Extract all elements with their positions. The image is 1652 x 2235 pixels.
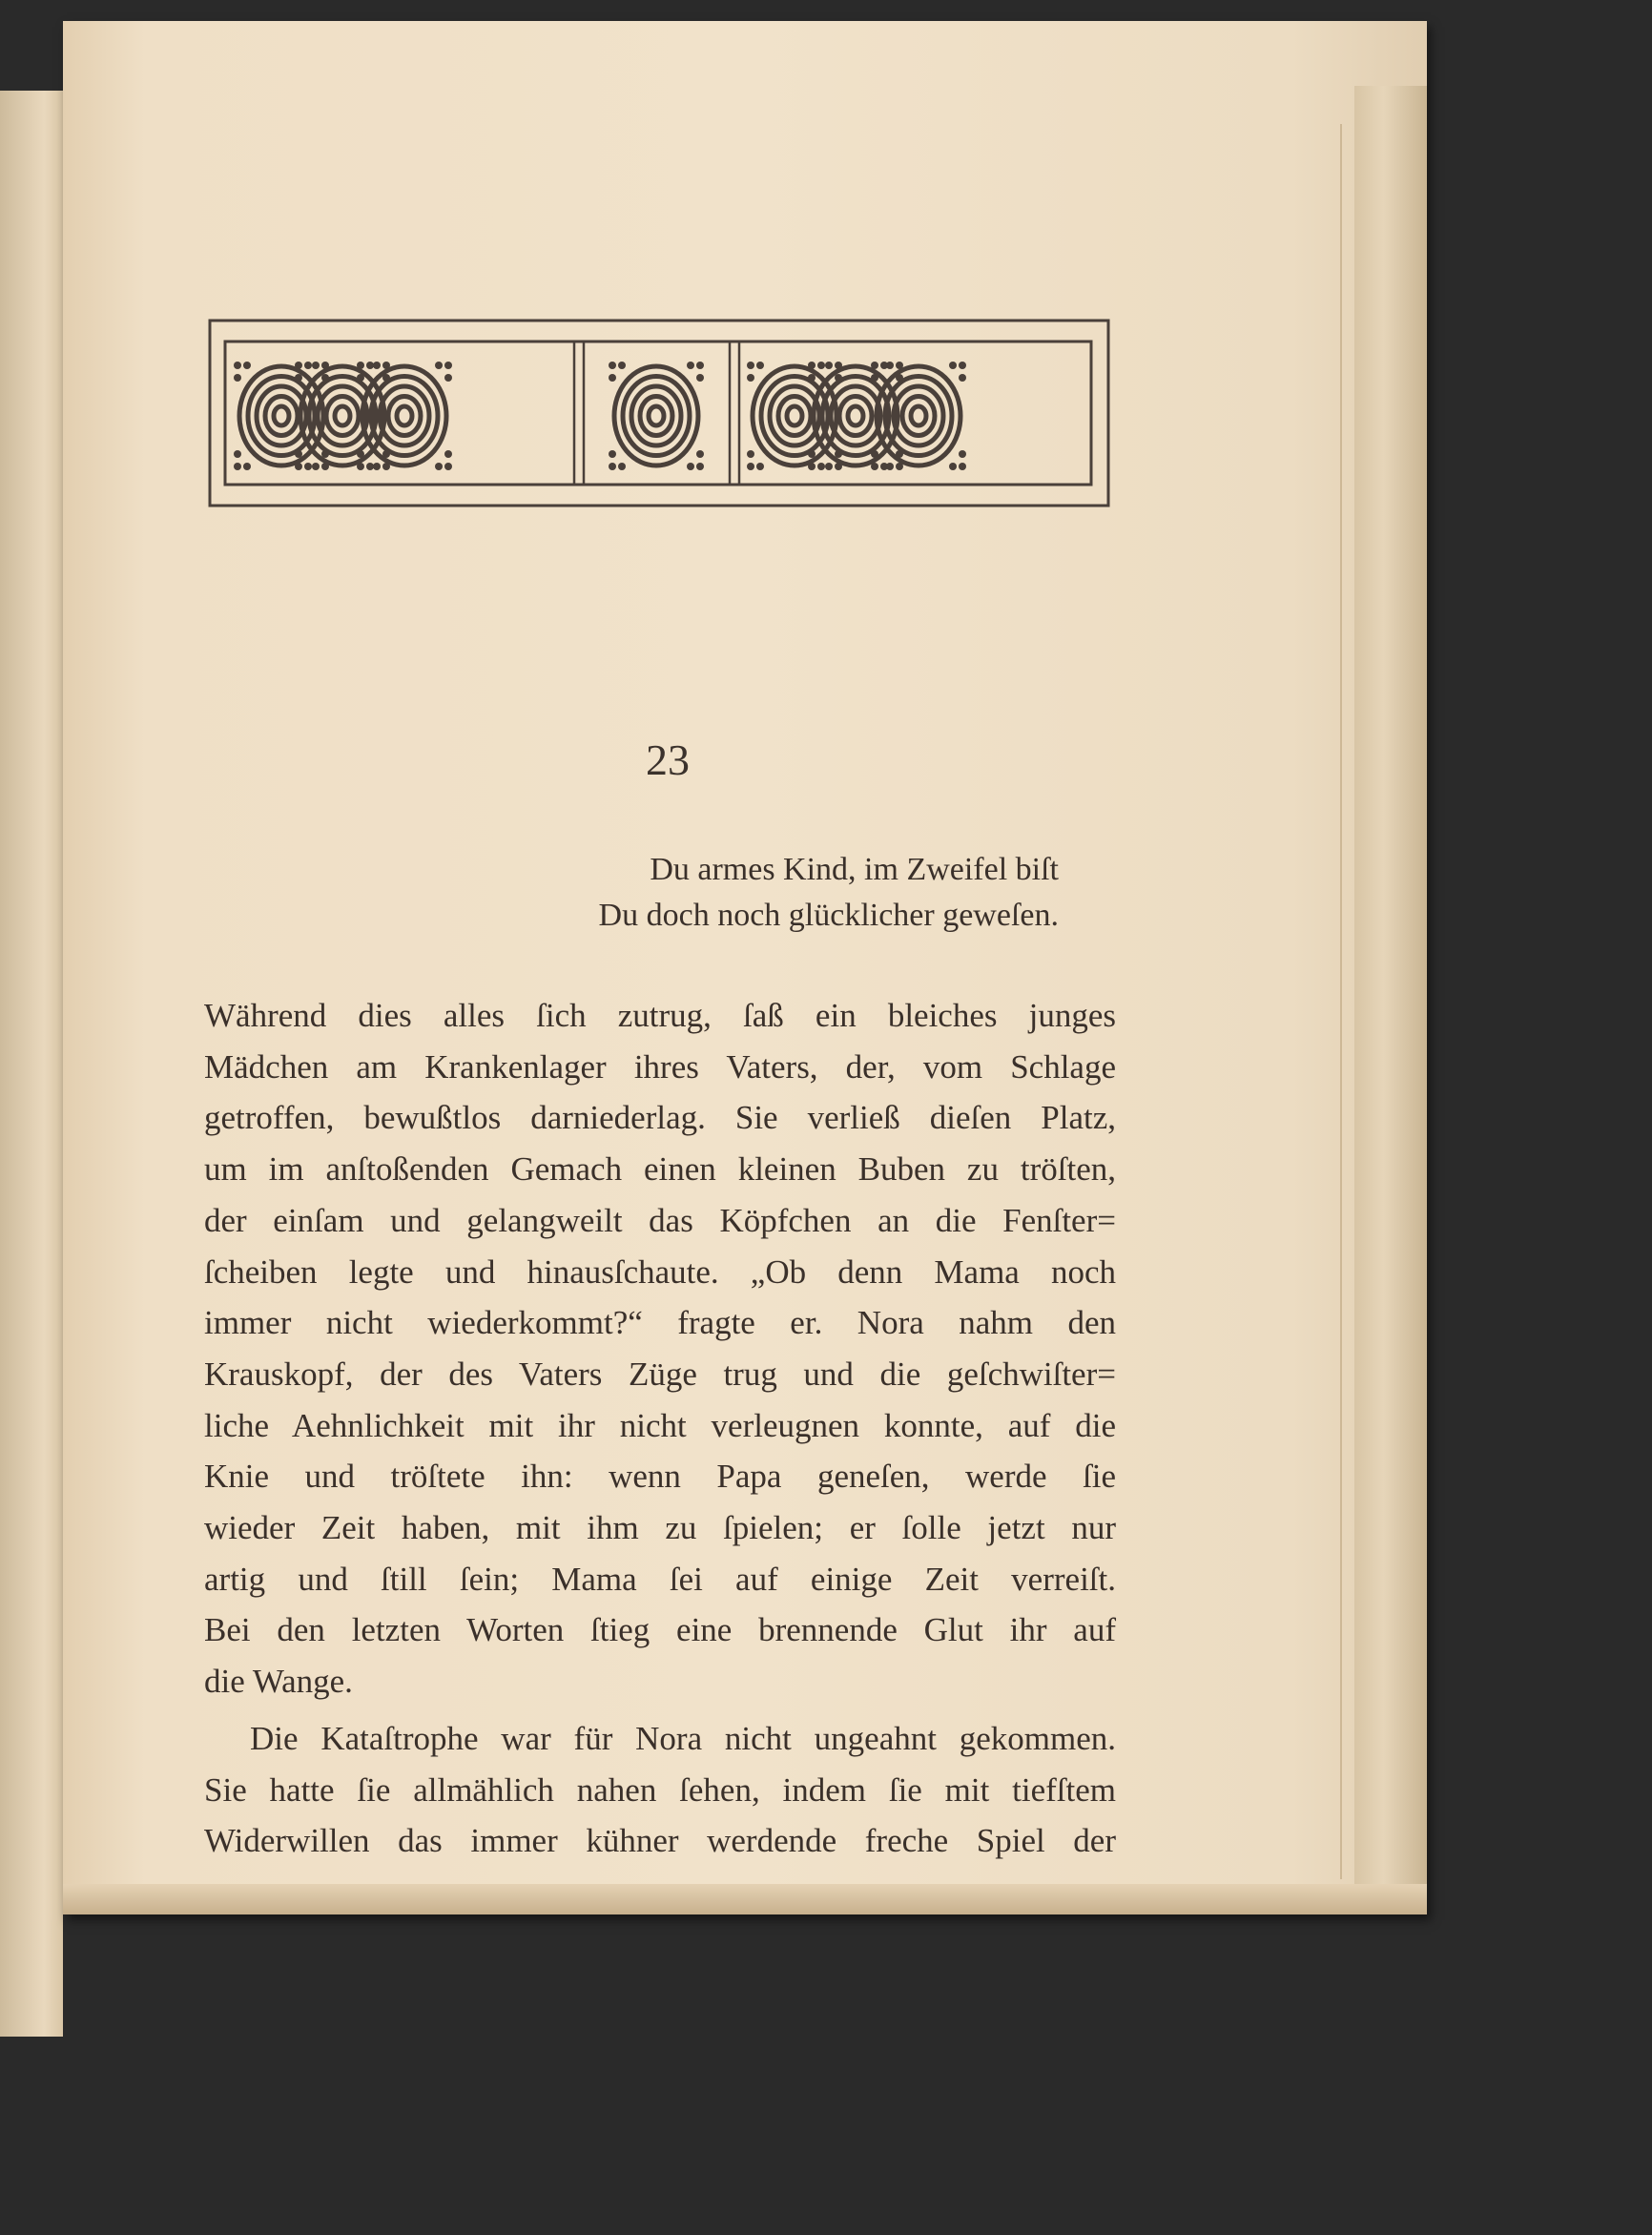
text-line: ſcheiben legte und hinausſchaute. „Ob denn Mama noch (204, 1252, 1116, 1291)
concentric-circle (326, 397, 359, 436)
concentric-circle (848, 406, 863, 425)
concentric-circle (778, 397, 811, 436)
text-line: um im anſtoßenden Gemach einen kleinen Buben zu tröſten, (204, 1150, 1116, 1189)
text-line: Während dies alles ſich zutrug, ſaß ein bleiches junges (204, 997, 1116, 1034)
ornament-dot (366, 463, 374, 470)
ornament-dot (747, 374, 754, 382)
ornament-dot (871, 450, 878, 458)
ornament-dot (295, 463, 302, 470)
ornament-dot (234, 374, 241, 382)
ornament-dot (825, 463, 833, 470)
text-line: wieder Zeit haben, mit ihm zu ſpielen; er ſolle jetzt nur (204, 1509, 1116, 1547)
epigraph-line: Du armes Kind, im Zweifel biſt (650, 852, 1059, 887)
ornament-dot (357, 362, 364, 369)
ornament-dot (880, 362, 888, 369)
text-line: Widerwillen das immer kühner werdende freche Spiel der (204, 1822, 1116, 1860)
decorative-header-ornament (205, 315, 1116, 515)
ornament-dot (949, 463, 957, 470)
ornament-dot (366, 362, 374, 369)
ornament-outer-frame (210, 321, 1108, 506)
ornament-dot (871, 362, 878, 369)
ornament-dot (747, 463, 754, 470)
text-line: Knie und tröſtete ihn: wenn Papa geneſen, werde ſie (204, 1458, 1116, 1496)
ornament-dot (808, 450, 816, 458)
ornament-dot (959, 362, 966, 369)
ornament-dot (234, 463, 241, 470)
ornament-dot (357, 374, 364, 382)
chapter-number: 23 (646, 735, 690, 784)
ornament-dot (687, 362, 694, 369)
ornament-dot (295, 450, 302, 458)
ornament-dot (609, 362, 616, 369)
ornament-dot (295, 362, 302, 369)
ornament-dot (243, 463, 251, 470)
concentric-circle (839, 397, 872, 436)
ornament-dot (444, 362, 452, 369)
ornament-dot (959, 374, 966, 382)
text-line: getroffen, bewußtlos darniederlag. Sie verließ dieſen Platz, (204, 1099, 1116, 1137)
text-line: Mädchen am Krankenlager ihres Vaters, der, vom Schlage (204, 1047, 1116, 1086)
ornament-dot (808, 374, 816, 382)
page-fold-line (1340, 124, 1342, 1879)
page-stack-edge (1354, 86, 1427, 1898)
page-bottom-edge (63, 1884, 1427, 1914)
epigraph (591, 847, 1059, 939)
ornament-dot (618, 463, 626, 470)
ornament-dot (696, 450, 704, 458)
ornament-dot (609, 463, 616, 470)
ornament-dot (880, 463, 888, 470)
ornament-dot (747, 362, 754, 369)
text-line: immer nicht wiederkommt?“ fragte er. Nora nahm den (204, 1304, 1116, 1342)
concentric-circle (902, 397, 935, 436)
ornament-dot (435, 362, 443, 369)
text-line: Sie hatte ſie allmählich nahen ſehen, indem ſie mit tiefſtem (204, 1770, 1116, 1809)
ornament-dot (825, 362, 833, 369)
concentric-circle (640, 397, 672, 436)
ornament-dot (609, 450, 616, 458)
ornament-dot (817, 362, 825, 369)
text-line: liche Aehnlichkeit mit ihr nicht verleugnen konnte, auf die (204, 1406, 1116, 1444)
ornament-dot (959, 450, 966, 458)
text-line: Bei den letzten Worten ſtieg eine brennende Glut ihr auf (204, 1611, 1116, 1649)
ornament-dot (243, 362, 251, 369)
epigraph-line: Du doch noch glücklicher geweſen. (598, 898, 1059, 933)
body-paragraph (204, 1713, 1116, 1867)
text-line: Die Kataſtrophe war für Nora nicht ungeahnt gekommen. (250, 1720, 1116, 1757)
ornament-dot (234, 362, 241, 369)
ornament-dot (747, 450, 754, 458)
concentric-circle (649, 406, 664, 425)
ornament-dot (696, 463, 704, 470)
text-line: artig und ſtill ſein; Mama ſei auf einige Zeit verreiſt. (204, 1560, 1116, 1598)
concentric-circle (397, 406, 412, 425)
ornament-dot (687, 463, 694, 470)
concentric-circle (265, 397, 298, 436)
ornament-dot (435, 463, 443, 470)
ornament-dot (295, 374, 302, 382)
ornament-dot (871, 463, 878, 470)
concentric-circle (388, 397, 421, 436)
ornament-dot (312, 362, 320, 369)
ornament-dot (444, 450, 452, 458)
ornament-dot (756, 463, 764, 470)
text-line: die Wange. (204, 1663, 353, 1701)
text-line: Krauskopf, der des Vaters Züge trug und die geſchwiſter= (204, 1355, 1116, 1393)
body-paragraph (204, 990, 1116, 1707)
ornament-dot (304, 463, 312, 470)
concentric-circle (614, 366, 698, 466)
ornament-dot (304, 362, 312, 369)
ornament-dot (357, 463, 364, 470)
ornament-dot (949, 362, 957, 369)
text-line: der einſam und gelangweilt das Köpfchen an die Fenſter= (204, 1201, 1116, 1239)
ornament-dot (756, 362, 764, 369)
ornament-dot (696, 362, 704, 369)
ornament-dot (959, 463, 966, 470)
ornament-dot (444, 374, 452, 382)
ornament-dot (808, 463, 816, 470)
concentric-circle (335, 406, 350, 425)
ornament-dot (373, 463, 381, 470)
ornament-dot (817, 463, 825, 470)
ornament-dot (696, 374, 704, 382)
concentric-circle (787, 406, 802, 425)
concentric-circle (911, 406, 926, 425)
ornament-dot (609, 374, 616, 382)
ornament-dot (357, 450, 364, 458)
ornament-dot (373, 362, 381, 369)
ornament-dot (444, 463, 452, 470)
ornament-dot (312, 463, 320, 470)
ornament-dot (808, 362, 816, 369)
ornament-dot (618, 362, 626, 369)
concentric-circle (274, 406, 289, 425)
ornament-dot (234, 450, 241, 458)
ornament-dot (871, 374, 878, 382)
left-page-edge (0, 91, 63, 2037)
